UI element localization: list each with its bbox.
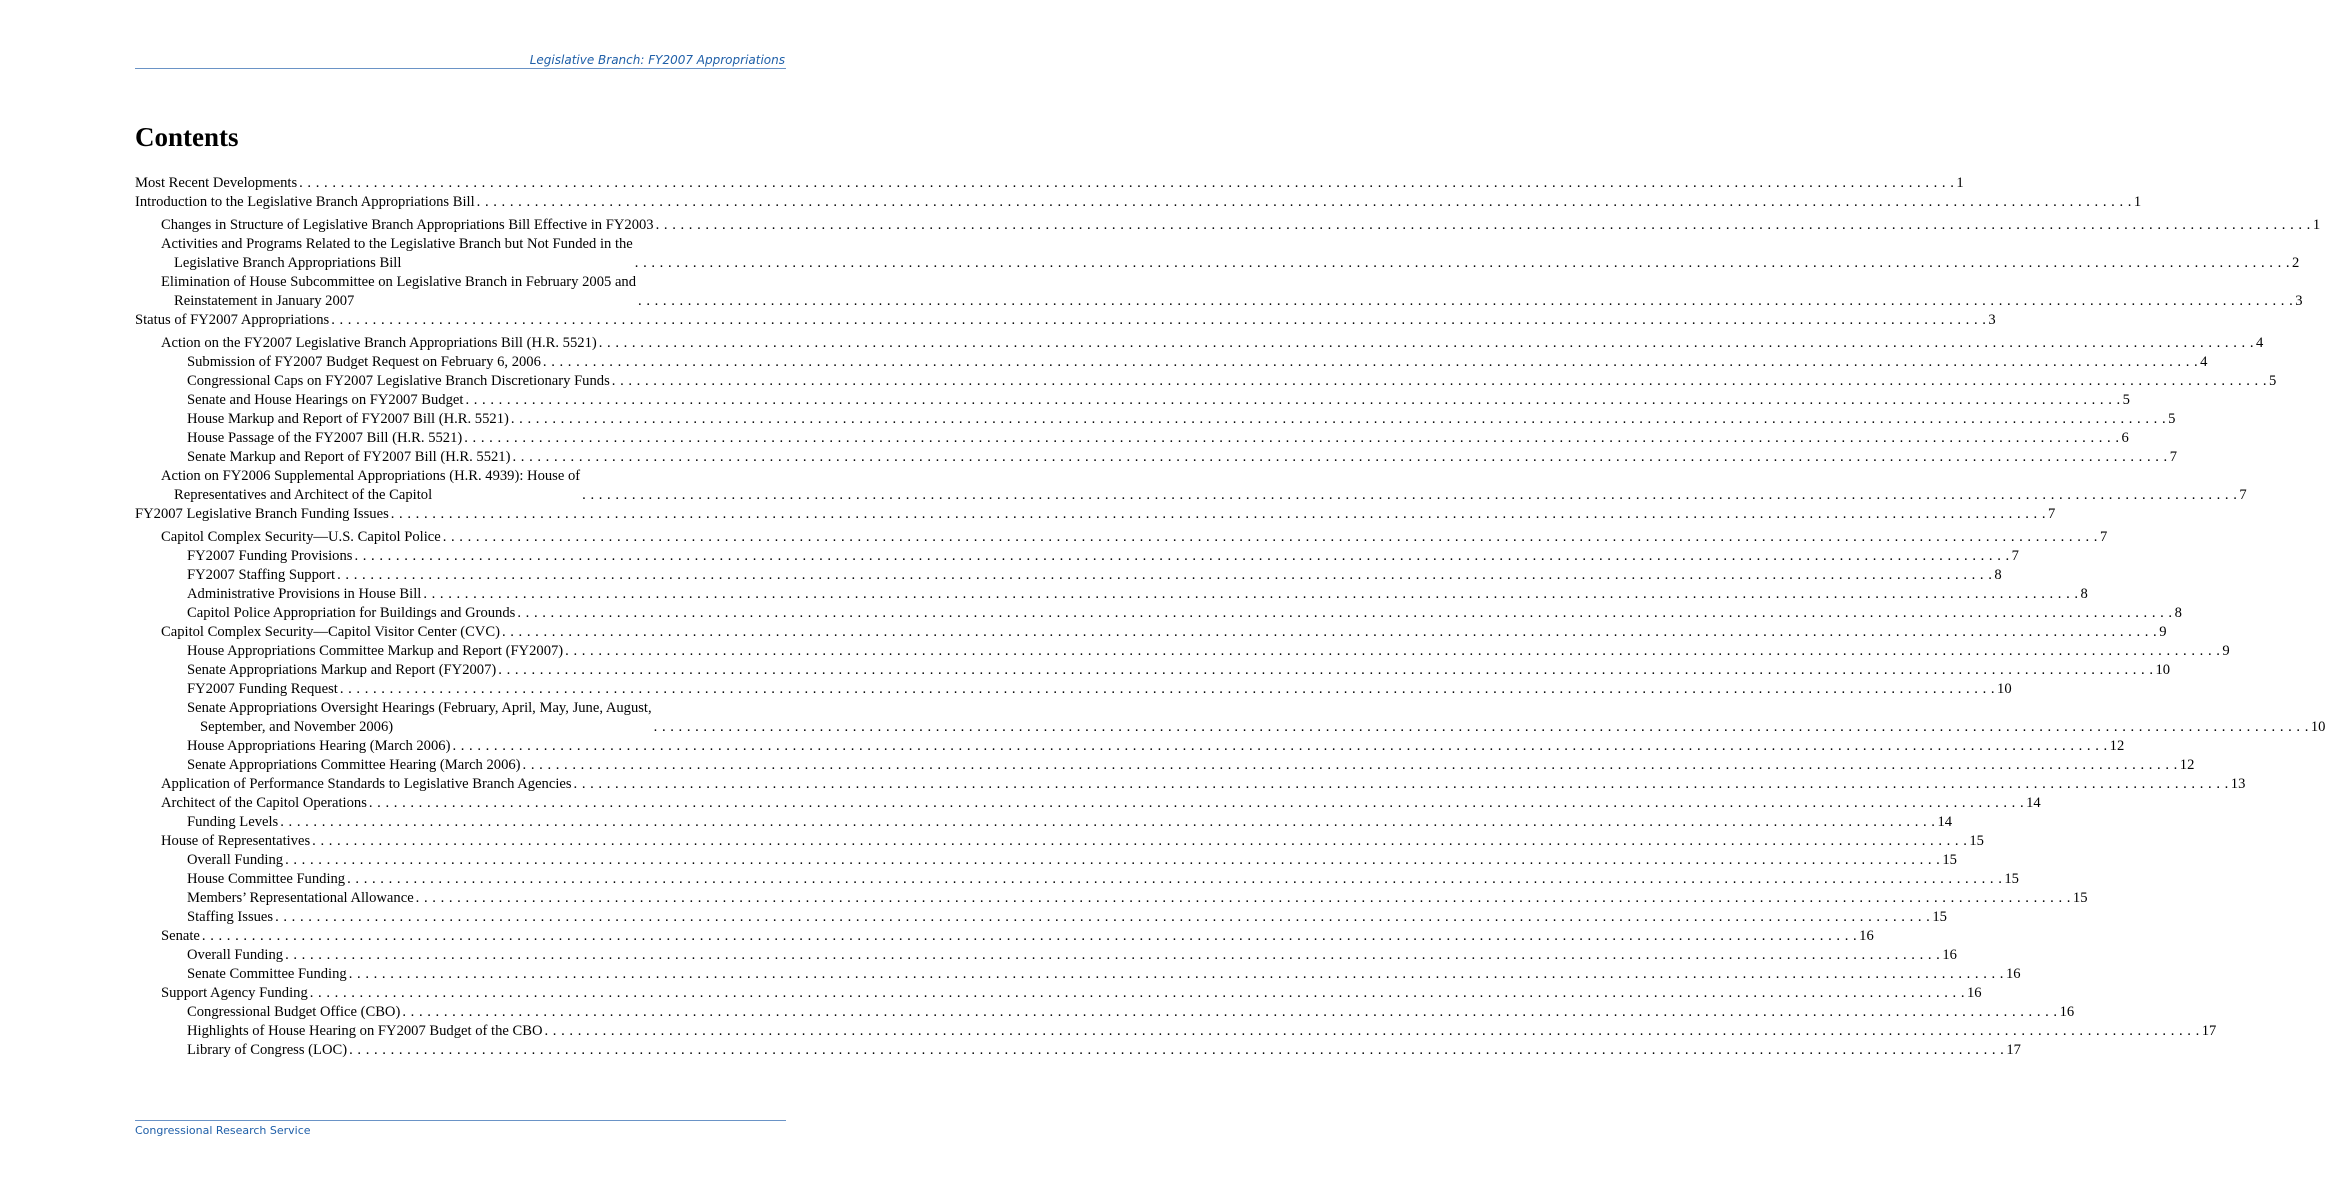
toc-entry-title-line: Congressional Caps on FY2007 Legislative Branch Discretionary Funds: [187, 373, 610, 389]
toc-entry-title: [161, 273, 636, 311]
toc-page-number: 14: [2026, 795, 2041, 811]
toc-entry-title: [187, 870, 345, 889]
toc-entry-title-line: Application of Performance Standards to Legislative Branch Agencies: [161, 776, 572, 792]
toc-entry-title: [187, 699, 652, 737]
toc-page-number: 12: [2179, 757, 2195, 773]
toc-entry[interactable]: [135, 334, 2264, 353]
table-of-contents: [135, 174, 2325, 1060]
toc-entry-title: [187, 680, 338, 699]
dot-leader: . . . . . . . . . . . . . . . . . . . . . . . . . . . . . . . . . . . . . . . . . . . . . . . . . . . . . . . . . . . . . . . . . . . . . . . . . . . . . . . . . . . . . . . . . . . . . . . . . . . . . . . . . . . . . . . . . . . . . . . . . . . . . . . . . . . . . . . . . . . . . . . . . . . . . . . . . . . . . . . . . . . . . . . . . . . . . . . . . . . . . . . . . . . . . . . . . . . . . . . .: [299, 175, 1955, 191]
toc-page-number: 16: [1942, 947, 1957, 963]
toc-page-number: 16: [2005, 966, 2021, 982]
toc-entry[interactable]: [135, 699, 2325, 737]
toc-entry-title: [187, 813, 278, 832]
toc-page-number: 9: [2222, 643, 2230, 659]
dot-leader: . . . . . . . . . . . . . . . . . . . . . . . . . . . . . . . . . . . . . . . . . . . . . . . . . . . . . . . . . . . . . . . . . . . . . . . . . . . . . . . . . . . . . . . . . . . . . . . . . . . . . . . . . . . . . . . . . . . . . . . . . . . . . . . . . . . . . . . . . . . . . . . . . . . . . . . . . . . . . . . . . . . . . . . . . . . . . . . . . . . . . . . . . . . . . . . . . . . . . . . .: [339, 681, 1996, 697]
toc-entry[interactable]: [135, 467, 2247, 505]
toc-page-number: 10: [1997, 681, 2012, 697]
toc-page-number: 3: [2295, 293, 2303, 309]
toc-entry-title-line: House Appropriations Hearing (March 2006): [187, 738, 451, 754]
toc-entry-title-line: House Passage of the FY2007 Bill (H.R. 5521): [187, 430, 463, 446]
dot-leader: . . . . . . . . . . . . . . . . . . . . . . . . . . . . . . . . . . . . . . . . . . . . . . . . . . . . . . . . . . . . . . . . . . . . . . . . . . . . . . . . . . . . . . . . . . . . . . . . . . . . . . . . . . . . . . . . . . . . . . . . . . . . . . . . . . . . . . . . . . . . . . . . . . . . . . . . . . . . . . . . . . . . . . . . . . . . . . . . . . . . . . . . . . . . . . . . . . . . . . . .: [423, 586, 2079, 602]
dot-leader: . . . . . . . . . . . . . . . . . . . . . . . . . . . . . . . . . . . . . . . . . . . . . . . . . . . . . . . . . . . . . . . . . . . . . . . . . . . . . . . . . . . . . . . . . . . . . . . . . . . . . . . . . . . . . . . . . . . . . . . . . . . . . . . . . . . . . . . . . . . . . . . . . . . . . . . . . . . . . . . . . . . . . . . . . . . . . . . . . . . . . . . . . . . . . . . . . . . . . . . .: [517, 605, 2173, 621]
toc-entry-title: [187, 965, 347, 984]
toc-entry-title-line: Reinstatement in January 2007: [174, 293, 355, 309]
toc-entry[interactable]: [135, 832, 1984, 851]
toc-entry-title-line: FY2007 Funding Request: [187, 681, 338, 697]
toc-page-number: 8: [1994, 567, 2002, 583]
toc-entry-title-line: Most Recent Developments: [135, 175, 298, 191]
toc-entry-title-line: FY2007 Staffing Support: [187, 567, 336, 583]
toc-page-number: 15: [2004, 871, 2019, 887]
toc-entry[interactable]: [135, 585, 2088, 604]
toc-page-number: 10: [2155, 662, 2171, 678]
dot-leader: . . . . . . . . . . . . . . . . . . . . . . . . . . . . . . . . . . . . . . . . . . . . . . . . . . . . . . . . . . . . . . . . . . . . . . . . . . . . . . . . . . . . . . . . . . . . . . . . . . . . . . . . . . . . . . . . . . . . . . . . . . . . . . . . . . . . . . . . . . . . . . . . . . . . . . . . . . . . . . . . . . . . . . . . . . . . . . . . . . . . . . . . . . . . . . . . . . . . . . . .: [368, 795, 2025, 811]
dot-leader: . . . . . . . . . . . . . . . . . . . . . . . . . . . . . . . . . . . . . . . . . . . . . . . . . . . . . . . . . . . . . . . . . . . . . . . . . . . . . . . . . . . . . . . . . . . . . . . . . . . . . . . . . . . . . . . . . . . . . . . . . . . . . . . . . . . . . . . . . . . . . . . . . . . . . . . . . . . . . . . . . . . . . . . . . . . . . . . . . . . . . . . . . . . . . . . . . . . . . . . .: [347, 871, 2003, 887]
dot-leader: . . . . . . . . . . . . . . . . . . . . . . . . . . . . . . . . . . . . . . . . . . . . . . . . . . . . . . . . . . . . . . . . . . . . . . . . . . . . . . . . . . . . . . . . . . . . . . . . . . . . . . . . . . . . . . . . . . . . . . . . . . . . . . . . . . . . . . . . . . . . . . . . . . . . . . . . . . . . . . . . . . . . . . . . . . . . . . . . . . . . . . . . . . . . . . . . . . . . . . . .: [275, 909, 1931, 925]
toc-page-number: 15: [1942, 852, 1957, 868]
toc-page-number: 7: [2169, 449, 2177, 465]
toc-entry-title-line: Elimination of House Subcommittee on Legislative Branch in February 2005 and: [161, 274, 637, 290]
toc-page-number: 3: [1988, 312, 1996, 328]
toc-entry-title-line: Highlights of House Hearing on FY2007 Budget of the CBO: [187, 1023, 543, 1039]
toc-entry-title: [161, 235, 633, 273]
toc-entry-title-line: Members’ Representational Allowance: [187, 890, 414, 906]
dot-leader: . . . . . . . . . . . . . . . . . . . . . . . . . . . . . . . . . . . . . . . . . . . . . . . . . . . . . . . . . . . . . . . . . . . . . . . . . . . . . . . . . . . . . . . . . . . . . . . . . . . . . . . . . . . . . . . . . . . . . . . . . . . . . . . . . . . . . . . . . . . . . . . . . . . . . . . . . . . . . . . . . . . . . . . . . . . . . . . . . . . . . . . . . . . . . . . . . . . . . . . .: [442, 529, 2098, 545]
toc-entry-title: [187, 585, 421, 604]
toc-entry[interactable]: [135, 946, 1957, 965]
toc-entry-title: [161, 775, 572, 794]
toc-page-number: 4: [2255, 335, 2264, 351]
toc-entry-title: [187, 353, 541, 372]
toc-page-number: 9: [2159, 624, 2167, 640]
toc-entry[interactable]: [135, 737, 2125, 756]
toc-entry-title: [161, 467, 580, 505]
toc-entry-title: [187, 851, 283, 870]
toc-entry-title-line: Senate Committee Funding: [187, 966, 347, 982]
dot-leader: . . . . . . . . . . . . . . . . . . . . . . . . . . . . . . . . . . . . . . . . . . . . . . . . . . . . . . . . . . . . . . . . . . . . . . . . . . . . . . . . . . . . . . . . . . . . . . . . . . . . . . . . . . . . . . . . . . . . . . . . . . . . . . . . . . . . . . . . . . . . . . . . . . . . . . . . . . . . . . . . . . . . . . . . . . . . . . . . . . . . . . . . . . . . . . . . . . . . . . . .: [638, 293, 2294, 309]
toc-entry[interactable]: [135, 311, 1996, 330]
dot-leader: . . . . . . . . . . . . . . . . . . . . . . . . . . . . . . . . . . . . . . . . . . . . . . . . . . . . . . . . . . . . . . . . . . . . . . . . . . . . . . . . . . . . . . . . . . . . . . . . . . . . . . . . . . . . . . . . . . . . . . . . . . . . . . . . . . . . . . . . . . . . . . . . . . . . . . . . . . . . . . . . . . . . . . . . . . . . . . . . . . . . . . . . . . . . . . . . . . . . . . . .: [452, 738, 2108, 754]
toc-page-number: 7: [2239, 487, 2247, 503]
toc-entry-title: [187, 908, 273, 927]
toc-page-number: 8: [2080, 586, 2088, 602]
toc-entry[interactable]: [135, 216, 2321, 235]
toc-page-number: 1: [2133, 194, 2142, 210]
footer-label: Congressional Research Service: [135, 1124, 311, 1137]
toc-entry[interactable]: [135, 547, 2019, 566]
toc-entry[interactable]: [135, 193, 2142, 212]
dot-leader: . . . . . . . . . . . . . . . . . . . . . . . . . . . . . . . . . . . . . . . . . . . . . . . . . . . . . . . . . . . . . . . . . . . . . . . . . . . . . . . . . . . . . . . . . . . . . . . . . . . . . . . . . . . . . . . . . . . . . . . . . . . . . . . . . . . . . . . . . . . . . . . . . . . . . . . . . . . . . . . . . . . . . . . . . . . . . . . . . . . . . . . . . . . . . . . . . . . . . . . .: [544, 1023, 2200, 1039]
dot-leader: . . . . . . . . . . . . . . . . . . . . . . . . . . . . . . . . . . . . . . . . . . . . . . . . . . . . . . . . . . . . . . . . . . . . . . . . . . . . . . . . . . . . . . . . . . . . . . . . . . . . . . . . . . . . . . . . . . . . . . . . . . . . . . . . . . . . . . . . . . . . . . . . . . . . . . . . . . . . . . . . . . . . . . . . . . . . . . . . . . . . . . . . . . . . . . . . . . . . . . . .: [522, 757, 2178, 773]
toc-entry[interactable]: [135, 604, 2182, 623]
dot-leader: . . . . . . . . . . . . . . . . . . . . . . . . . . . . . . . . . . . . . . . . . . . . . . . . . . . . . . . . . . . . . . . . . . . . . . . . . . . . . . . . . . . . . . . . . . . . . . . . . . . . . . . . . . . . . . . . . . . . . . . . . . . . . . . . . . . . . . . . . . . . . . . . . . . . . . . . . . . . . . . . . . . . . . . . . . . . . . . . . . . . . . . . . . . . . . . . . . . . . . . .: [285, 947, 1941, 963]
toc-entry-title: [187, 1003, 400, 1022]
dot-leader: . . . . . . . . . . . . . . . . . . . . . . . . . . . . . . . . . . . . . . . . . . . . . . . . . . . . . . . . . . . . . . . . . . . . . . . . . . . . . . . . . . . . . . . . . . . . . . . . . . . . . . . . . . . . . . . . . . . . . . . . . . . . . . . . . . . . . . . . . . . . . . . . . . . . . . . . . . . . . . . . . . . . . . . . . . . . . . . . . . . . . . . . . . . . . . . . . . . . . . . .: [390, 506, 2046, 522]
dot-leader: . . . . . . . . . . . . . . . . . . . . . . . . . . . . . . . . . . . . . . . . . . . . . . . . . . . . . . . . . . . . . . . . . . . . . . . . . . . . . . . . . . . . . . . . . . . . . . . . . . . . . . . . . . . . . . . . . . . . . . . . . . . . . . . . . . . . . . . . . . . . . . . . . . . . . . . . . . . . . . . . . . . . . . . . . . . . . . . . . . . . . . . . . . . . . . . . . . . . . . . .: [464, 430, 2120, 446]
toc-entry-title: [161, 528, 441, 547]
dot-leader: . . . . . . . . . . . . . . . . . . . . . . . . . . . . . . . . . . . . . . . . . . . . . . . . . . . . . . . . . . . . . . . . . . . . . . . . . . . . . . . . . . . . . . . . . . . . . . . . . . . . . . . . . . . . . . . . . . . . . . . . . . . . . . . . . . . . . . . . . . . . . . . . . . . . . . . . . . . . . . . . . . . . . . . . . . . . . . . . . . . . . . . . . . . . . . . . . . . . . . . .: [611, 373, 2267, 389]
toc-entry[interactable]: [135, 756, 2195, 775]
toc-page-number: 4: [2200, 354, 2208, 370]
toc-entry[interactable]: [135, 851, 1957, 870]
toc-page-number: 15: [2072, 890, 2088, 906]
toc-entry[interactable]: [135, 908, 1947, 927]
dot-leader: . . . . . . . . . . . . . . . . . . . . . . . . . . . . . . . . . . . . . . . . . . . . . . . . . . . . . . . . . . . . . . . . . . . . . . . . . . . . . . . . . . . . . . . . . . . . . . . . . . . . . . . . . . . . . . . . . . . . . . . . . . . . . . . . . . . . . . . . . . . . . . . . . . . . . . . . . . . . . . . . . . . . . . . . . . . . . . . . . . . . . . . . . . . . . . . . . . . . . . . .: [542, 354, 2199, 370]
toc-entry-title-line: House of Representatives: [161, 833, 311, 849]
toc-page-number: 16: [1966, 985, 1982, 1001]
toc-entry-title-line: September, and November 2006): [200, 719, 394, 735]
toc-entry-title: [135, 193, 475, 212]
toc-entry-title: [187, 661, 496, 680]
toc-entry[interactable]: [135, 273, 2303, 311]
toc-entry-title-line: Representatives and Architect of the Capitol: [174, 487, 433, 503]
toc-page-number: 5: [2269, 373, 2277, 389]
header-divider: [135, 68, 786, 69]
toc-entry-title-line: Administrative Provisions in House Bill: [187, 586, 422, 602]
dot-leader: . . . . . . . . . . . . . . . . . . . . . . . . . . . . . . . . . . . . . . . . . . . . . . . . . . . . . . . . . . . . . . . . . . . . . . . . . . . . . . . . . . . . . . . . . . . . . . . . . . . . . . . . . . . . . . . . . . . . . . . . . . . . . . . . . . . . . . . . . . . . . . . . . . . . . . . . . . . . . . . . . . . . . . . . . . . . . . . . . . . . . . . . . . . . . . . . . . . . . . . .: [348, 966, 2004, 982]
toc-entry-title-line: Capitol Complex Security—U.S. Capitol Police: [161, 529, 441, 545]
toc-entry-title-line: Introduction to the Legislative Branch Appropriations Bill: [135, 194, 475, 210]
toc-entry-title-line: Overall Funding: [187, 947, 284, 963]
dot-leader: . . . . . . . . . . . . . . . . . . . . . . . . . . . . . . . . . . . . . . . . . . . . . . . . . . . . . . . . . . . . . . . . . . . . . . . . . . . . . . . . . . . . . . . . . . . . . . . . . . . . . . . . . . . . . . . . . . . . . . . . . . . . . . . . . . . . . . . . . . . . . . . . . . . . . . . . . . . . . . . . . . . . . . . . . . . . . . . . . . . . . . . . . . . . . . . . . . . . . . . .: [402, 1004, 2058, 1020]
dot-leader: . . . . . . . . . . . . . . . . . . . . . . . . . . . . . . . . . . . . . . . . . . . . . . . . . . . . . . . . . . . . . . . . . . . . . . . . . . . . . . . . . . . . . . . . . . . . . . . . . . . . . . . . . . . . . . . . . . . . . . . . . . . . . . . . . . . . . . . . . . . . . . . . . . . . . . . . . . . . . . . . . . . . . . . . . . . . . . . . . . . . . . . . . . . . . . . . . . . . . . . .: [501, 624, 2158, 640]
toc-entry[interactable]: [135, 927, 1874, 946]
toc-entry-title-line: Senate Appropriations Oversight Hearings (February, April, May, June, August,: [187, 700, 652, 716]
toc-entry-title: [135, 311, 329, 330]
toc-entry-title: [187, 604, 515, 623]
page-title: Contents: [135, 122, 239, 152]
toc-entry[interactable]: [135, 410, 2176, 429]
toc-entry[interactable]: [135, 965, 2021, 984]
toc-entry-title-line: FY2007 Legislative Branch Funding Issues: [135, 506, 389, 522]
toc-entry[interactable]: [135, 174, 1964, 193]
dot-leader: . . . . . . . . . . . . . . . . . . . . . . . . . . . . . . . . . . . . . . . . . . . . . . . . . . . . . . . . . . . . . . . . . . . . . . . . . . . . . . . . . . . . . . . . . . . . . . . . . . . . . . . . . . . . . . . . . . . . . . . . . . . . . . . . . . . . . . . . . . . . . . . . . . . . . . . . . . . . . . . . . . . . . . . . . . . . . . . . . . . . . . . . . . . . . . . . . . . . . . . .: [309, 985, 1965, 1001]
toc-page-number: 10: [2310, 719, 2325, 735]
toc-entry-title: [161, 334, 597, 353]
toc-page-number: 7: [2011, 548, 2019, 564]
toc-entry-title-line: House Committee Funding: [187, 871, 346, 887]
dot-leader: . . . . . . . . . . . . . . . . . . . . . . . . . . . . . . . . . . . . . . . . . . . . . . . . . . . . . . . . . . . . . . . . . . . . . . . . . . . . . . . . . . . . . . . . . . . . . . . . . . . . . . . . . . . . . . . . . . . . . . . . . . . . . . . . . . . . . . . . . . . . . . . . . . . . . . . . . . . . . . . . . . . . . . . . . . . . . . . . . . . . . . . . . . . . . . . . . . . . . . . .: [465, 392, 2121, 408]
toc-page-number: 1: [2312, 217, 2321, 233]
toc-entry[interactable]: [135, 794, 2041, 813]
toc-page-number: 12: [2109, 738, 2125, 754]
toc-entry[interactable]: [135, 680, 2012, 699]
toc-entry[interactable]: [135, 505, 2056, 524]
toc-entry-title: [161, 832, 310, 851]
toc-entry-title: [187, 889, 414, 908]
toc-entry[interactable]: [135, 1003, 2075, 1022]
toc-entry-title-line: Senate: [161, 928, 200, 944]
toc-page-number: 7: [2099, 529, 2108, 545]
toc-entry-title-line: Capitol Police Appropriation for Buildings and Grounds: [187, 605, 516, 621]
toc-entry-title: [187, 946, 283, 965]
toc-entry[interactable]: [135, 1041, 2021, 1060]
toc-entry[interactable]: [135, 889, 2088, 908]
toc-entry-title: [161, 794, 367, 813]
toc-entry-title: [187, 429, 462, 448]
dot-leader: . . . . . . . . . . . . . . . . . . . . . . . . . . . . . . . . . . . . . . . . . . . . . . . . . . . . . . . . . . . . . . . . . . . . . . . . . . . . . . . . . . . . . . . . . . . . . . . . . . . . . . . . . . . . . . . . . . . . . . . . . . . . . . . . . . . . . . . . . . . . . . . . . . . . . . . . . . . . . . . . . . . . . . . . . . . . . . . . . . . . . . . . . . . . . . . . . . . . . . . .: [476, 194, 2132, 210]
toc-entry[interactable]: [135, 813, 1953, 832]
dot-leader: . . . . . . . . . . . . . . . . . . . . . . . . . . . . . . . . . . . . . . . . . . . . . . . . . . . . . . . . . . . . . . . . . . . . . . . . . . . . . . . . . . . . . . . . . . . . . . . . . . . . . . . . . . . . . . . . . . . . . . . . . . . . . . . . . . . . . . . . . . . . . . . . . . . . . . . . . . . . . . . . . . . . . . . . . . . . . . . . . . . . . . . . . . . . . . . . . . . . . . . .: [415, 890, 2071, 906]
toc-entry-title: [187, 642, 563, 661]
toc-page-number: 6: [2121, 430, 2129, 446]
footer-divider: [135, 1120, 786, 1121]
toc-entry[interactable]: [135, 372, 2277, 391]
toc-entry[interactable]: [135, 642, 2230, 661]
toc-entry[interactable]: [135, 391, 2130, 410]
toc-page-number: 15: [1969, 833, 1984, 849]
toc-entry-title: [135, 505, 389, 524]
toc-entry-title: [187, 410, 509, 429]
toc-entry-title-line: Action on the FY2007 Legislative Branch Appropriations Bill (H.R. 5521): [161, 335, 597, 351]
dot-leader: . . . . . . . . . . . . . . . . . . . . . . . . . . . . . . . . . . . . . . . . . . . . . . . . . . . . . . . . . . . . . . . . . . . . . . . . . . . . . . . . . . . . . . . . . . . . . . . . . . . . . . . . . . . . . . . . . . . . . . . . . . . . . . . . . . . . . . . . . . . . . . . . . . . . . . . . . . . . . . . . . . . . . . . . . . . . . . . . . . . . . . . . . . . . . . . . . . . . . . . .: [634, 255, 2291, 271]
toc-entry-title-line: Legislative Branch Appropriations Bill: [174, 255, 402, 271]
toc-entry-title-line: House Markup and Report of FY2007 Bill (H.R. 5521): [187, 411, 509, 427]
toc-entry[interactable]: [135, 870, 2019, 889]
toc-entry-title: [187, 391, 463, 410]
toc-entry-title-line: Architect of the Capitol Operations: [161, 795, 367, 811]
toc-page-number: 1: [1956, 175, 1964, 191]
toc-page-number: 13: [2230, 776, 2246, 792]
toc-page-number: 5: [2122, 392, 2130, 408]
toc-entry[interactable]: [135, 1022, 2217, 1041]
toc-entry-title: [161, 984, 308, 1003]
toc-entry-title: [187, 737, 450, 756]
toc-entry-title-line: Senate Markup and Report of FY2007 Bill (H.R. 5521): [187, 449, 511, 465]
toc-entry-title-line: Funding Levels: [187, 814, 279, 830]
toc-entry[interactable]: [135, 429, 2129, 448]
dot-leader: . . . . . . . . . . . . . . . . . . . . . . . . . . . . . . . . . . . . . . . . . . . . . . . . . . . . . . . . . . . . . . . . . . . . . . . . . . . . . . . . . . . . . . . . . . . . . . . . . . . . . . . . . . . . . . . . . . . . . . . . . . . . . . . . . . . . . . . . . . . . . . . . . . . . . . . . . . . . . . . . . . . . . . . . . . . . . . . . . . . . . . . . . . . . . . . . . . . . . . . .: [582, 487, 2238, 503]
toc-entry[interactable]: [135, 528, 2108, 547]
toc-entry-title: [161, 927, 200, 946]
toc-entry-title-line: Changes in Structure of Legislative Branch Appropriations Bill Effective in FY2003: [161, 217, 654, 233]
toc-entry-title: [161, 216, 654, 235]
dot-leader: . . . . . . . . . . . . . . . . . . . . . . . . . . . . . . . . . . . . . . . . . . . . . . . . . . . . . . . . . . . . . . . . . . . . . . . . . . . . . . . . . . . . . . . . . . . . . . . . . . . . . . . . . . . . . . . . . . . . . . . . . . . . . . . . . . . . . . . . . . . . . . . . . . . . . . . . . . . . . . . . . . . . . . . . . . . . . . . . . . . . . . . . . . . . . . . . . . . . . . . .: [598, 335, 2254, 351]
dot-leader: . . . . . . . . . . . . . . . . . . . . . . . . . . . . . . . . . . . . . . . . . . . . . . . . . . . . . . . . . . . . . . . . . . . . . . . . . . . . . . . . . . . . . . . . . . . . . . . . . . . . . . . . . . . . . . . . . . . . . . . . . . . . . . . . . . . . . . . . . . . . . . . . . . . . . . . . . . . . . . . . . . . . . . . . . . . . . . . . . . . . . . . . . . . . . . . . . . . . . . . .: [653, 719, 2309, 735]
toc-page-number: 15: [1932, 909, 1947, 925]
toc-entry-title: [187, 566, 335, 585]
toc-entry-title-line: Activities and Programs Related to the Legislative Branch but Not Funded in the: [161, 236, 633, 252]
dot-leader: . . . . . . . . . . . . . . . . . . . . . . . . . . . . . . . . . . . . . . . . . . . . . . . . . . . . . . . . . . . . . . . . . . . . . . . . . . . . . . . . . . . . . . . . . . . . . . . . . . . . . . . . . . . . . . . . . . . . . . . . . . . . . . . . . . . . . . . . . . . . . . . . . . . . . . . . . . . . . . . . . . . . . . . . . . . . . . . . . . . . . . . . . . . . . . . . . . . . . . . .: [337, 567, 1993, 583]
toc-entry-title: [187, 547, 352, 566]
toc-entry[interactable]: [135, 661, 2171, 680]
toc-entry[interactable]: [135, 448, 2177, 467]
toc-entry-title: [187, 1022, 543, 1041]
toc-page-number: 5: [2168, 411, 2176, 427]
toc-entry-title-line: Congressional Budget Office (CBO): [187, 1004, 401, 1020]
toc-page-number: 17: [2201, 1023, 2217, 1039]
running-header: Legislative Branch: FY2007 Appropriations: [529, 53, 785, 67]
toc-entry-title-line: Action on FY2006 Supplemental Appropriations (H.R. 4939): House of: [161, 468, 581, 484]
toc-entry[interactable]: [135, 353, 2208, 372]
toc-entry-title-line: Status of FY2007 Appropriations: [135, 312, 330, 328]
dot-leader: . . . . . . . . . . . . . . . . . . . . . . . . . . . . . . . . . . . . . . . . . . . . . . . . . . . . . . . . . . . . . . . . . . . . . . . . . . . . . . . . . . . . . . . . . . . . . . . . . . . . . . . . . . . . . . . . . . . . . . . . . . . . . . . . . . . . . . . . . . . . . . . . . . . . . . . . . . . . . . . . . . . . . . . . . . . . . . . . . . . . . . . . . . . . . . . . . . . . . . . .: [201, 928, 1858, 944]
dot-leader: . . . . . . . . . . . . . . . . . . . . . . . . . . . . . . . . . . . . . . . . . . . . . . . . . . . . . . . . . . . . . . . . . . . . . . . . . . . . . . . . . . . . . . . . . . . . . . . . . . . . . . . . . . . . . . . . . . . . . . . . . . . . . . . . . . . . . . . . . . . . . . . . . . . . . . . . . . . . . . . . . . . . . . . . . . . . . . . . . . . . . . . . . . . . . . . . . . . . . . . .: [565, 643, 2221, 659]
toc-entry-title-line: FY2007 Funding Provisions: [187, 548, 353, 564]
toc-entry-title: [187, 756, 521, 775]
toc-page-number: 16: [2059, 1004, 2075, 1020]
dot-leader: . . . . . . . . . . . . . . . . . . . . . . . . . . . . . . . . . . . . . . . . . . . . . . . . . . . . . . . . . . . . . . . . . . . . . . . . . . . . . . . . . . . . . . . . . . . . . . . . . . . . . . . . . . . . . . . . . . . . . . . . . . . . . . . . . . . . . . . . . . . . . . . . . . . . . . . . . . . . . . . . . . . . . . . . . . . . . . . . . . . . . . . . . . . . . . . . . . . . . . . .: [510, 411, 2167, 427]
toc-entry-title-line: Senate and House Hearings on FY2007 Budget: [187, 392, 464, 408]
toc-entry-title: [135, 174, 297, 193]
toc-page-number: 17: [2006, 1042, 2021, 1058]
dot-leader: . . . . . . . . . . . . . . . . . . . . . . . . . . . . . . . . . . . . . . . . . . . . . . . . . . . . . . . . . . . . . . . . . . . . . . . . . . . . . . . . . . . . . . . . . . . . . . . . . . . . . . . . . . . . . . . . . . . . . . . . . . . . . . . . . . . . . . . . . . . . . . . . . . . . . . . . . . . . . . . . . . . . . . . . . . . . . . . . . . . . . . . . . . . . . . . . . . . . . . . .: [498, 662, 2154, 678]
dot-leader: . . . . . . . . . . . . . . . . . . . . . . . . . . . . . . . . . . . . . . . . . . . . . . . . . . . . . . . . . . . . . . . . . . . . . . . . . . . . . . . . . . . . . . . . . . . . . . . . . . . . . . . . . . . . . . . . . . . . . . . . . . . . . . . . . . . . . . . . . . . . . . . . . . . . . . . . . . . . . . . . . . . . . . . . . . . . . . . . . . . . . . . . . . . . . . . . . . . . . . . .: [331, 312, 1987, 328]
toc-entry-title-line: Senate Appropriations Committee Hearing (March 2006): [187, 757, 521, 773]
dot-leader: . . . . . . . . . . . . . . . . . . . . . . . . . . . . . . . . . . . . . . . . . . . . . . . . . . . . . . . . . . . . . . . . . . . . . . . . . . . . . . . . . . . . . . . . . . . . . . . . . . . . . . . . . . . . . . . . . . . . . . . . . . . . . . . . . . . . . . . . . . . . . . . . . . . . . . . . . . . . . . . . . . . . . . . . . . . . . . . . . . . . . . . . . . . . . . . . . . . . . . . .: [655, 217, 2311, 233]
toc-entry-title-line: Support Agency Funding: [161, 985, 308, 1001]
dot-leader: . . . . . . . . . . . . . . . . . . . . . . . . . . . . . . . . . . . . . . . . . . . . . . . . . . . . . . . . . . . . . . . . . . . . . . . . . . . . . . . . . . . . . . . . . . . . . . . . . . . . . . . . . . . . . . . . . . . . . . . . . . . . . . . . . . . . . . . . . . . . . . . . . . . . . . . . . . . . . . . . . . . . . . . . . . . . . . . . . . . . . . . . . . . . . . . . . . . . . . . .: [312, 833, 1968, 849]
toc-entry[interactable]: [135, 623, 2167, 642]
toc-entry-title-line: Overall Funding: [187, 852, 284, 868]
toc-page-number: 7: [2047, 506, 2056, 522]
toc-entry-title-line: House Appropriations Committee Markup and Report (FY2007): [187, 643, 564, 659]
toc-page-number: 8: [2174, 605, 2182, 621]
dot-leader: . . . . . . . . . . . . . . . . . . . . . . . . . . . . . . . . . . . . . . . . . . . . . . . . . . . . . . . . . . . . . . . . . . . . . . . . . . . . . . . . . . . . . . . . . . . . . . . . . . . . . . . . . . . . . . . . . . . . . . . . . . . . . . . . . . . . . . . . . . . . . . . . . . . . . . . . . . . . . . . . . . . . . . . . . . . . . . . . . . . . . . . . . . . . . . . . . . . . . . . .: [349, 1042, 2005, 1058]
dot-leader: . . . . . . . . . . . . . . . . . . . . . . . . . . . . . . . . . . . . . . . . . . . . . . . . . . . . . . . . . . . . . . . . . . . . . . . . . . . . . . . . . . . . . . . . . . . . . . . . . . . . . . . . . . . . . . . . . . . . . . . . . . . . . . . . . . . . . . . . . . . . . . . . . . . . . . . . . . . . . . . . . . . . . . . . . . . . . . . . . . . . . . . . . . . . . . . . . . . . . . . .: [285, 852, 1941, 868]
dot-leader: . . . . . . . . . . . . . . . . . . . . . . . . . . . . . . . . . . . . . . . . . . . . . . . . . . . . . . . . . . . . . . . . . . . . . . . . . . . . . . . . . . . . . . . . . . . . . . . . . . . . . . . . . . . . . . . . . . . . . . . . . . . . . . . . . . . . . . . . . . . . . . . . . . . . . . . . . . . . . . . . . . . . . . . . . . . . . . . . . . . . . . . . . . . . . . . . . . . . . . . .: [512, 449, 2168, 465]
toc-page-number: 14: [1937, 814, 1953, 830]
toc-entry-title: [187, 372, 610, 391]
toc-entry-title: [161, 623, 500, 642]
toc-entry[interactable]: [135, 235, 2300, 273]
dot-leader: . . . . . . . . . . . . . . . . . . . . . . . . . . . . . . . . . . . . . . . . . . . . . . . . . . . . . . . . . . . . . . . . . . . . . . . . . . . . . . . . . . . . . . . . . . . . . . . . . . . . . . . . . . . . . . . . . . . . . . . . . . . . . . . . . . . . . . . . . . . . . . . . . . . . . . . . . . . . . . . . . . . . . . . . . . . . . . . . . . . . . . . . . . . . . . . . . . . . . . . .: [354, 548, 2010, 564]
toc-entry-title-line: Library of Congress (LOC): [187, 1042, 348, 1058]
toc-entry-title-line: Staffing Issues: [187, 909, 274, 925]
toc-entry-title: [187, 448, 510, 467]
toc-entry[interactable]: [135, 566, 2002, 585]
toc-entry[interactable]: [135, 984, 1982, 1003]
dot-leader: . . . . . . . . . . . . . . . . . . . . . . . . . . . . . . . . . . . . . . . . . . . . . . . . . . . . . . . . . . . . . . . . . . . . . . . . . . . . . . . . . . . . . . . . . . . . . . . . . . . . . . . . . . . . . . . . . . . . . . . . . . . . . . . . . . . . . . . . . . . . . . . . . . . . . . . . . . . . . . . . . . . . . . . . . . . . . . . . . . . . . . . . . . . . . . . . . . . . . . . .: [573, 776, 2229, 792]
toc-entry-title-line: Submission of FY2007 Budget Request on February 6, 2006: [187, 354, 541, 370]
dot-leader: . . . . . . . . . . . . . . . . . . . . . . . . . . . . . . . . . . . . . . . . . . . . . . . . . . . . . . . . . . . . . . . . . . . . . . . . . . . . . . . . . . . . . . . . . . . . . . . . . . . . . . . . . . . . . . . . . . . . . . . . . . . . . . . . . . . . . . . . . . . . . . . . . . . . . . . . . . . . . . . . . . . . . . . . . . . . . . . . . . . . . . . . . . . . . . . . . . . . . . . .: [280, 814, 1936, 830]
toc-entry-title-line: Capitol Complex Security—Capitol Visitor Center (CVC): [161, 624, 500, 640]
toc-entry-title: [187, 1041, 347, 1060]
toc-entry[interactable]: [135, 775, 2246, 794]
toc-page-number: 16: [1859, 928, 1874, 944]
toc-page-number: 2: [2292, 255, 2300, 271]
toc-entry-title-line: Senate Appropriations Markup and Report (FY2007): [187, 662, 497, 678]
